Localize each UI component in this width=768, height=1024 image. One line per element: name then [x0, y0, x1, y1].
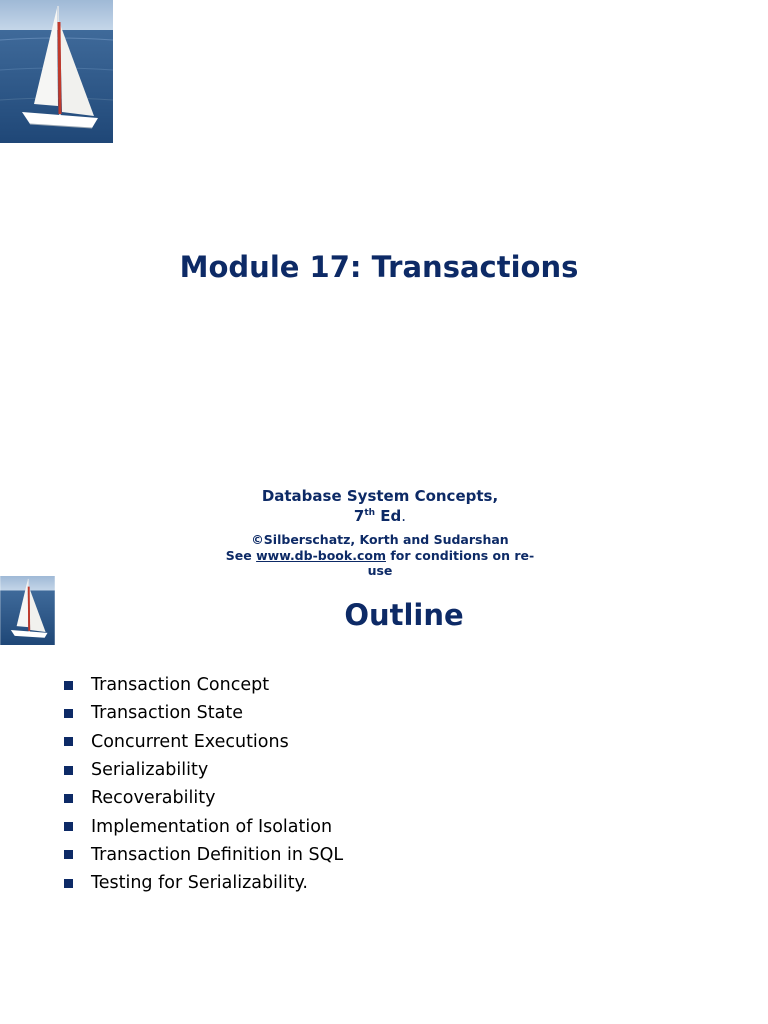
edition-number: 7 — [353, 507, 365, 525]
book-edition — [230, 506, 530, 526]
list-item — [64, 671, 343, 699]
square-bullet-icon — [64, 709, 73, 718]
list-item — [64, 756, 343, 784]
edition-superscript: th — [364, 508, 376, 518]
list-item-label: Serializability — [91, 760, 209, 781]
list-item — [64, 812, 343, 840]
list-item — [64, 728, 343, 756]
book-citation — [230, 486, 530, 526]
square-bullet-icon — [64, 737, 73, 746]
edition-suffix: Ed — [375, 507, 402, 525]
list-item-label: Testing for Serializability. — [91, 873, 308, 894]
sailboat-logo-image — [0, 0, 113, 143]
list-item — [64, 869, 343, 897]
book-title: Database System Concepts, — [261, 487, 499, 505]
list-item-label: Concurrent Executions — [91, 731, 289, 752]
square-bullet-icon — [64, 822, 73, 831]
outline-list — [64, 671, 343, 897]
list-item-label: Transaction State — [91, 703, 243, 724]
square-bullet-icon — [64, 681, 73, 690]
copyright-text: ©Silberschatz, Korth and Sudarshan — [251, 532, 509, 547]
list-item — [64, 784, 343, 812]
list-item — [64, 841, 343, 869]
list-item-label: Transaction Concept — [91, 675, 270, 696]
outline-title: Outline — [344, 598, 464, 632]
list-item-label: Implementation of Isolation — [91, 816, 333, 837]
square-bullet-icon — [64, 879, 73, 888]
db-book-link[interactable]: www.db-book.com — [256, 547, 386, 563]
list-item-label: Transaction Definition in SQL — [91, 844, 344, 865]
copyright-block — [225, 532, 535, 579]
list-item-label: Recoverability — [91, 788, 216, 809]
module-title: Module 17: Transactions — [179, 250, 579, 284]
edition-period: . — [401, 507, 407, 525]
see-prefix: See — [225, 547, 257, 563]
see-suffix: for conditions on re-use — [367, 547, 535, 578]
square-bullet-icon — [64, 850, 73, 859]
reuse-notice — [225, 548, 535, 579]
square-bullet-icon — [64, 766, 73, 775]
list-item — [64, 699, 343, 727]
square-bullet-icon — [64, 794, 73, 803]
